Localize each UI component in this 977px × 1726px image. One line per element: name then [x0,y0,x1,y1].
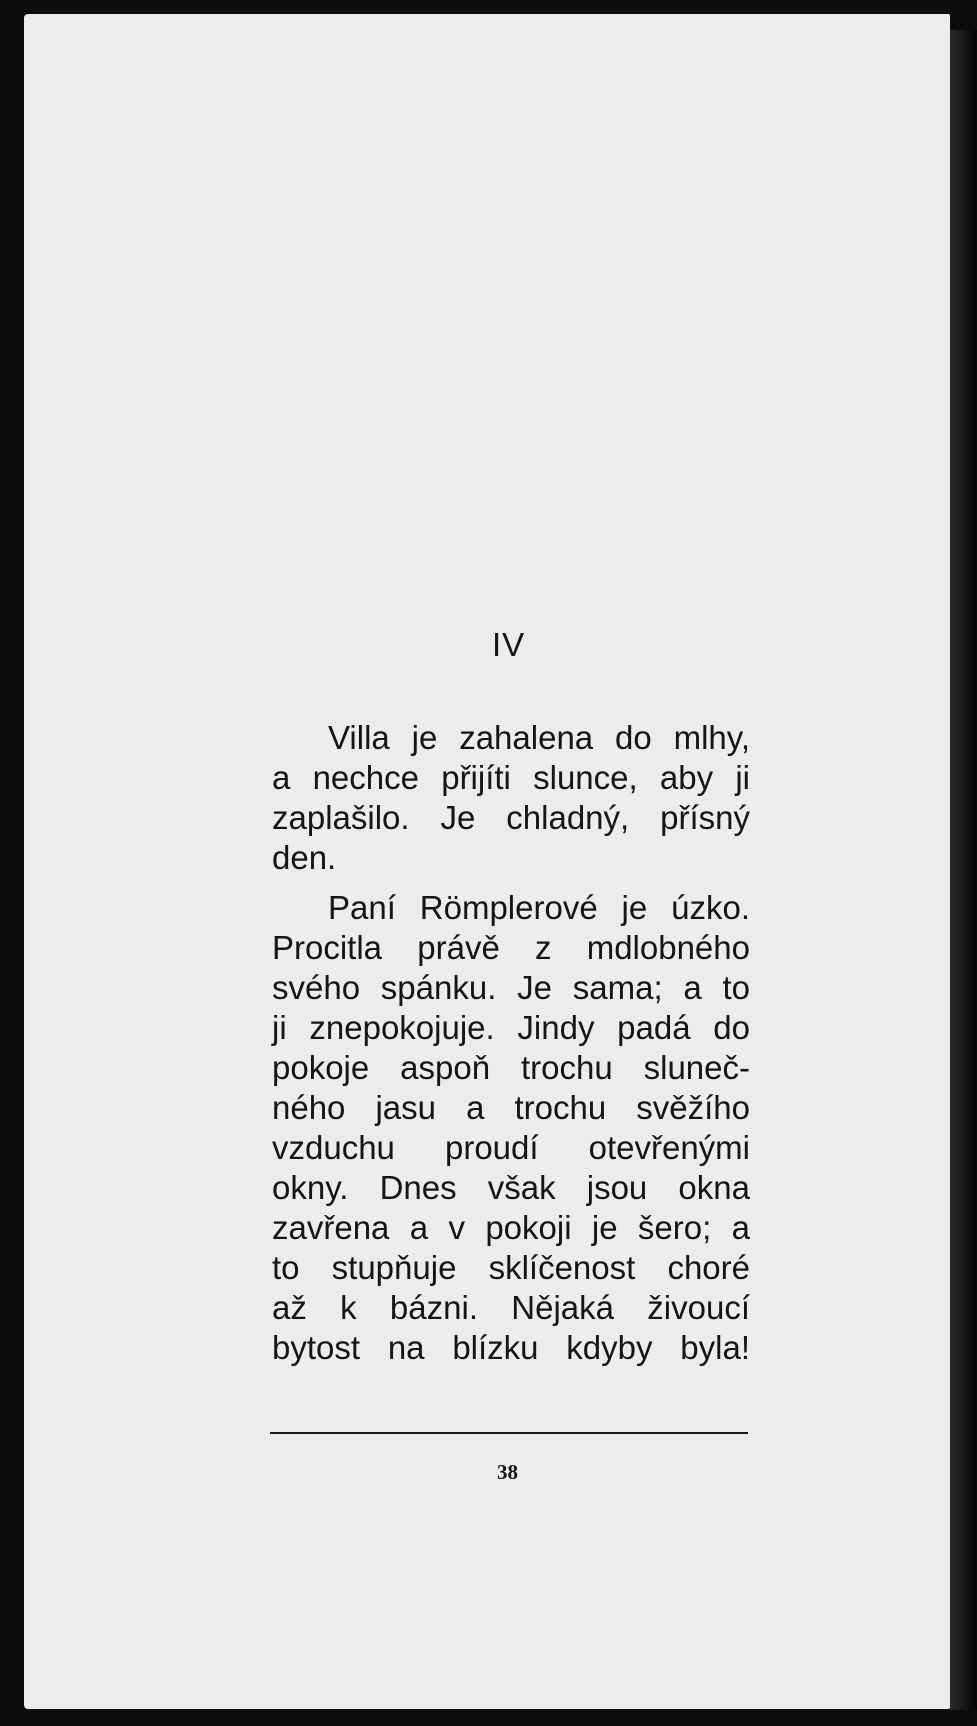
footer-rule [270,1432,748,1434]
text-line: Villa je zahalena do mlhy, [328,719,750,756]
text-line: bytost na blízku kdyby byla! [272,1329,750,1366]
text-line: okny. Dnes však jsou okna [272,1169,750,1206]
text-line: vzduchu proudí otevřenými [272,1129,750,1166]
text-line: zaplašilo. Je chladný, přísný [272,799,750,836]
text-line: svého spánku. Je sama; a to [272,969,750,1006]
text-line: až k bázni. Nějaká živoucí [272,1289,750,1326]
text-line: Paní Römplerové je úzko. [328,889,750,926]
page-number: 38 [497,1460,518,1484]
chapter-heading: IV [492,626,526,663]
text-line: to stupňuje sklíčenost choré [272,1249,750,1286]
text-line: Procitla právě z mdlobného [272,929,750,966]
text-line: ného jasu a trochu svěžího [272,1089,750,1126]
text-line: zavřena a v pokoji je šero; a [272,1209,750,1246]
text-line: pokoje aspoň trochu sluneč- [272,1049,750,1086]
text-line: den. [272,839,337,876]
text-line: ji znepokojuje. Jindy padá do [272,1009,750,1046]
page-edge [950,30,977,1710]
text-line: a nechce přijíti slunce, aby ji [272,759,750,796]
